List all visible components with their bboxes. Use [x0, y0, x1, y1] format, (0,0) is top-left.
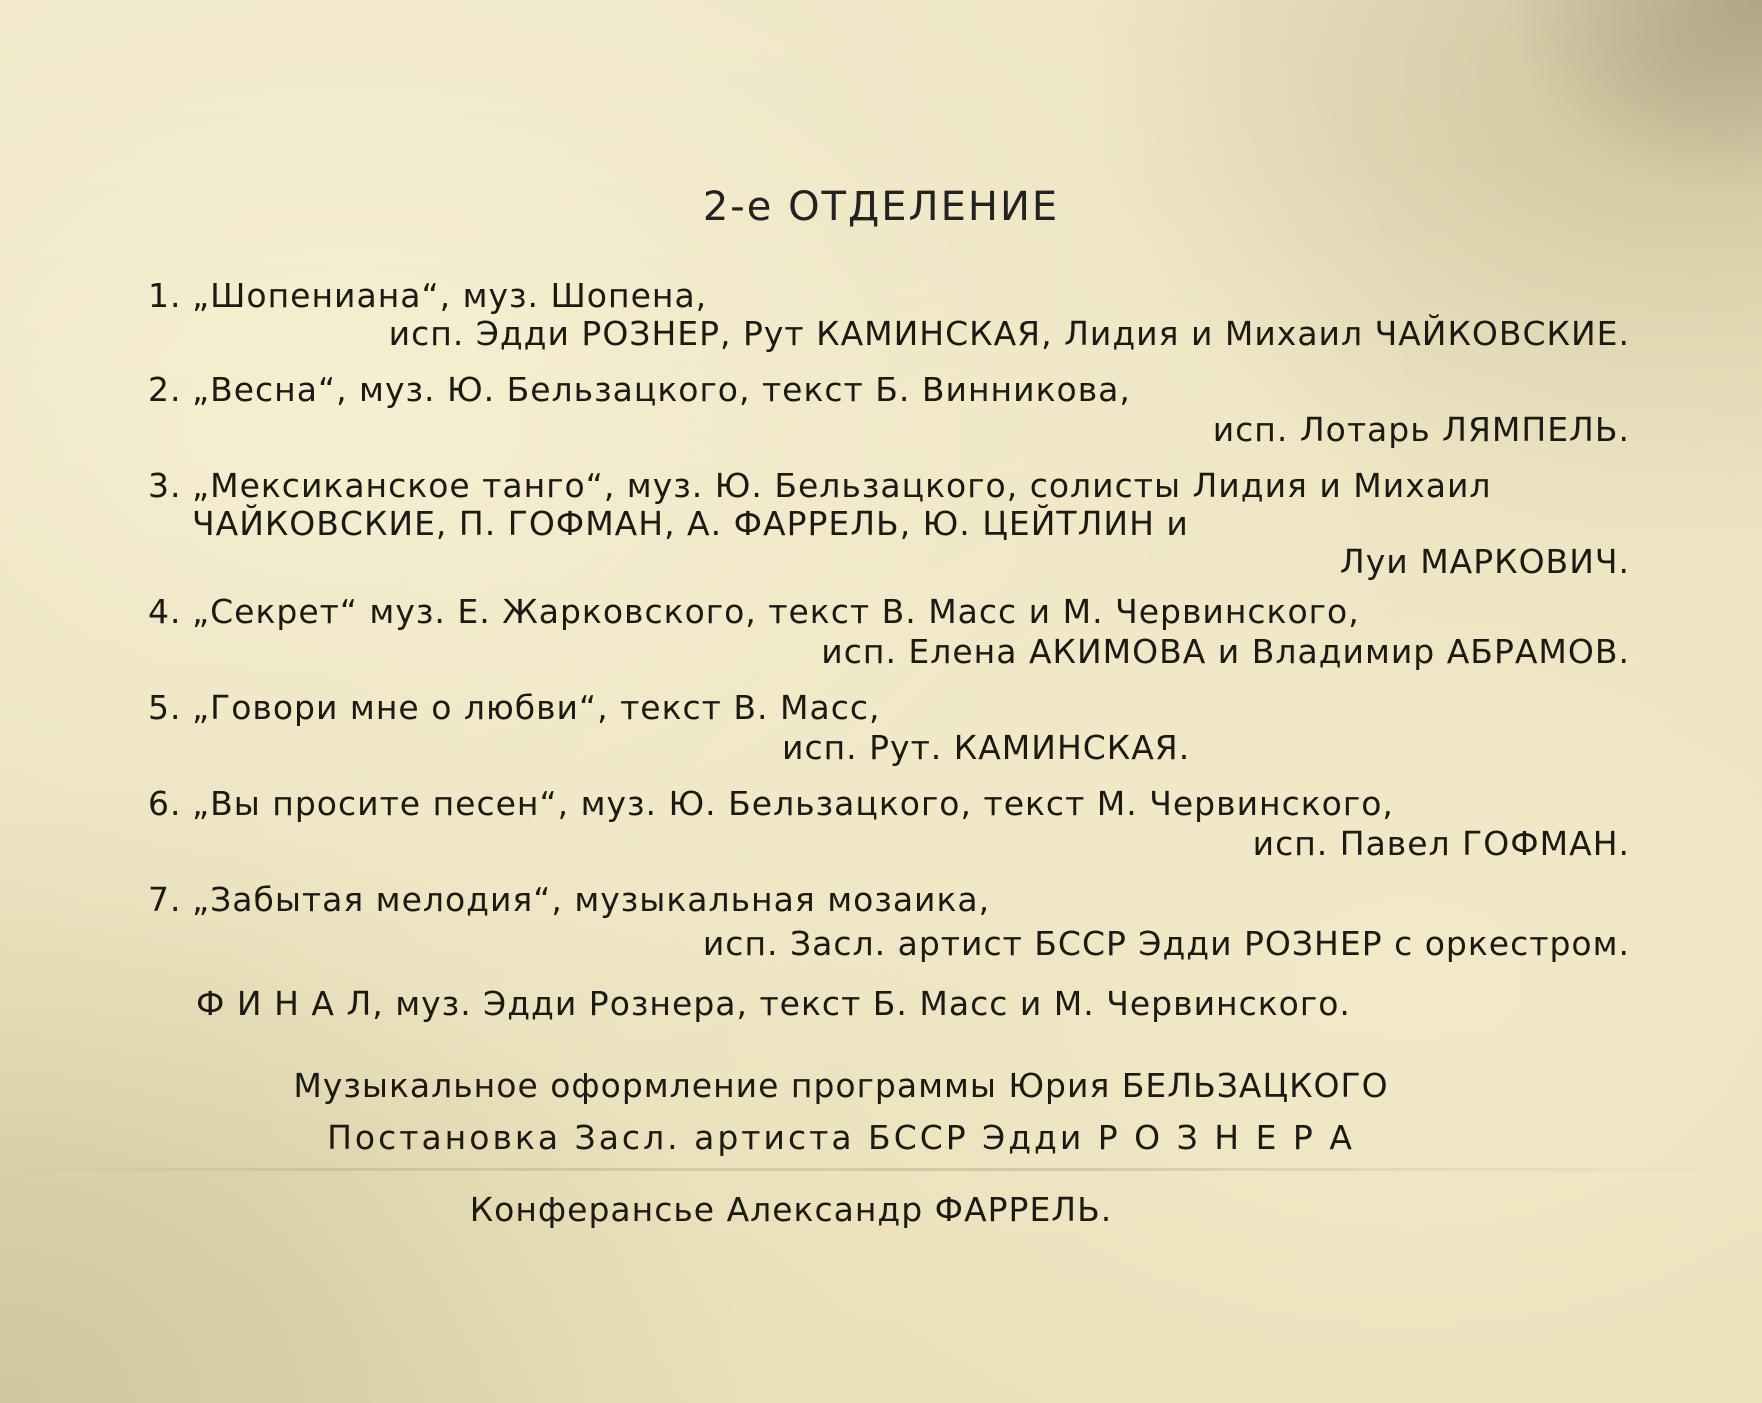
program-item-6 — [148, 784, 1394, 824]
item-title-line: „Говори мне о любви“, текст В. Масс, — [192, 688, 881, 727]
program-item-5-performers: исп. Рут. КАМИНСКАЯ. — [782, 728, 1191, 767]
item-title-line: „Шопениана“, муз. Шопена, — [192, 276, 708, 315]
item-number: 7. — [148, 880, 182, 919]
item-title-line: „Мексиканское танго“, муз. Ю. Бельзацкого, солисты Лидия и Михаил — [192, 466, 1492, 505]
item-title-line: „Весна“, муз. Ю. Бельзацкого, текст Б. Винникова, — [192, 370, 1131, 409]
program-item-2 — [148, 370, 1131, 410]
item-title-line: „Вы просите песен“, муз. Ю. Бельзацкого, текст М. Червинского, — [192, 784, 1394, 823]
program-item-7 — [148, 880, 990, 920]
paper-corner-crease — [1502, 0, 1762, 200]
program-item-3-soloists: ЧАЙКОВСКИЕ, П. ГОФМАН, А. ФАРРЕЛЬ, Ю. ЦЕЙТЛИН и — [192, 504, 1189, 543]
item-title-line: „Секрет“ муз. Е. Жарковского, текст В. Масс и М. Червинского, — [192, 592, 1360, 631]
program-item-3 — [148, 466, 1492, 506]
item-number: 4. — [148, 592, 182, 631]
finale-line: Ф И Н А Л, муз. Эдди Рознера, текст Б. Масс и М. Червинского. — [196, 984, 1351, 1023]
program-item-5 — [148, 688, 880, 728]
host-credit: Конферансье Александр ФАРРЕЛЬ. — [469, 1190, 1113, 1229]
paper-fold-crease — [0, 1168, 1762, 1171]
program-item-1-performers: исп. Эдди РОЗНЕР, Рут КАМИНСКАЯ, Лидия и Михаил ЧАЙКОВСКИЕ. — [388, 314, 1630, 353]
item-number: 5. — [148, 688, 182, 727]
program-item-1 — [148, 276, 707, 316]
program-item-7-performers: исп. Засл. артист БССР Эдди РОЗНЕР с оркестром. — [702, 924, 1630, 963]
program-item-2-performers: исп. Лотарь ЛЯМПЕЛЬ. — [1212, 410, 1630, 449]
music-credit: Музыкальное оформление программы Юрия БЕЛЬЗАЦКОГО — [293, 1066, 1389, 1105]
item-title-line: „Забытая мелодия“, музыкальная мозаика, — [192, 880, 991, 919]
item-number: 6. — [148, 784, 182, 823]
item-number: 2. — [148, 370, 182, 409]
program-item-4-performers: исп. Елена АКИМОВА и Владимир АБРАМОВ. — [821, 632, 1630, 671]
program-item-6-performers: исп. Павел ГОФМАН. — [1252, 824, 1630, 863]
item-number: 1. — [148, 276, 182, 315]
program-item-4 — [148, 592, 1360, 632]
program-item-3-soloists-end: Луи МАРКОВИЧ. — [1339, 542, 1630, 581]
item-number: 3. — [148, 466, 182, 505]
section-title: 2-е ОТДЕЛЕНИЕ — [702, 184, 1060, 230]
staging-credit: Постановка Засл. артиста БССР Эдди Р О З Н Е Р А — [327, 1118, 1355, 1157]
